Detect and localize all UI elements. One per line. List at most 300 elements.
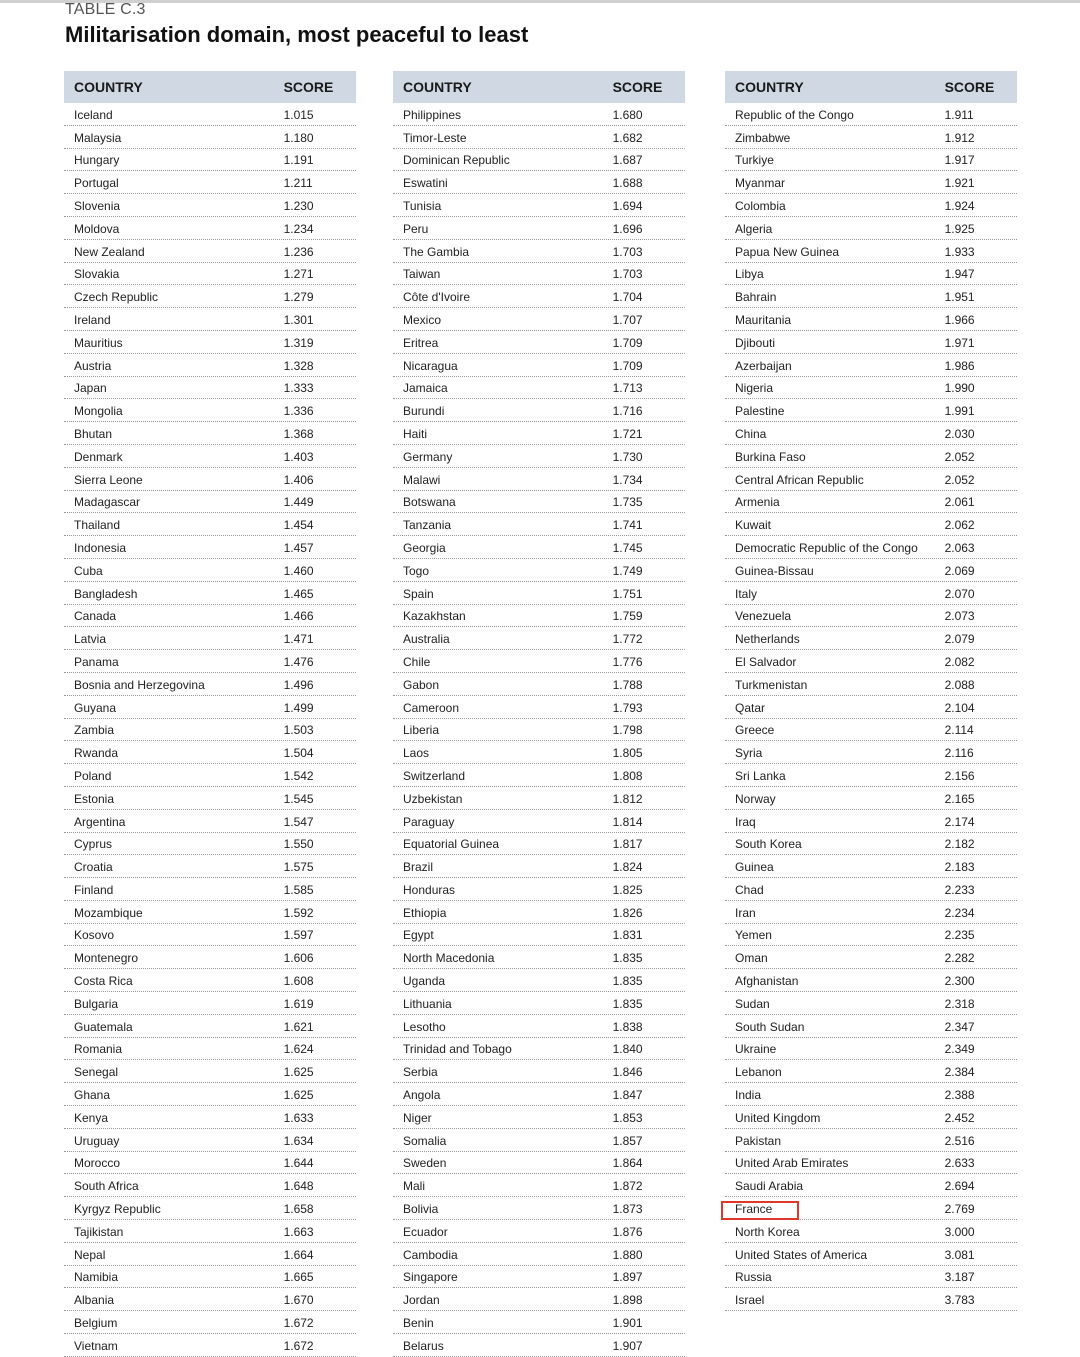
country-name: Kyrgyz Republic	[74, 1202, 161, 1217]
country-name: Qatar	[735, 700, 766, 715]
table-row	[725, 696, 1017, 719]
country-name: Mauritius	[74, 335, 123, 350]
country-name: Indonesia	[74, 540, 127, 555]
country-name: Mozambique	[74, 905, 143, 920]
score-value: 1.759	[612, 609, 643, 624]
country-name: United States of America	[735, 1247, 868, 1262]
table-row	[725, 1015, 1017, 1038]
table-row	[64, 946, 356, 969]
score-value: 2.030	[944, 426, 975, 441]
score-value: 1.901	[612, 1316, 643, 1331]
table-row	[725, 1106, 1017, 1129]
score-value: 1.808	[612, 768, 643, 783]
table-rows	[393, 103, 685, 1357]
country-name: Malaysia	[74, 130, 122, 145]
table-row	[393, 1152, 685, 1175]
score-value: 1.831	[612, 928, 643, 943]
country-name: Brazil	[403, 860, 434, 875]
score-value: 1.333	[283, 381, 314, 396]
score-value: 2.349	[944, 1042, 975, 1057]
table-row	[393, 810, 685, 833]
column-header	[64, 71, 356, 103]
table-row	[393, 582, 685, 605]
score-value: 2.388	[944, 1088, 975, 1103]
score-value: 1.328	[283, 358, 314, 373]
table-row	[393, 764, 685, 787]
score-value: 2.694	[944, 1179, 975, 1194]
score-value: 1.545	[283, 791, 314, 806]
top-rule	[0, 0, 1080, 3]
table-row	[393, 1220, 685, 1243]
country-name: Republic of the Congo	[735, 107, 854, 122]
table-row	[725, 1197, 1017, 1220]
country-name: Canada	[74, 609, 117, 624]
score-value: 2.452	[944, 1110, 975, 1125]
table-row	[725, 833, 1017, 856]
country-name: Norway	[735, 791, 776, 806]
score-value: 1.547	[283, 814, 314, 829]
country-name: Botswana	[403, 495, 456, 510]
table-row	[64, 103, 356, 126]
score-value: 1.319	[283, 335, 314, 350]
score-value: 1.694	[612, 198, 643, 213]
header-country: COUNTRY	[74, 79, 143, 95]
country-name: Sweden	[403, 1156, 447, 1171]
country-name: Mongolia	[74, 404, 123, 419]
table-row	[64, 1129, 356, 1152]
table-row	[64, 1311, 356, 1334]
table-row	[393, 171, 685, 194]
country-name: Uganda	[403, 974, 446, 989]
score-value: 1.880	[612, 1247, 643, 1262]
table-row	[725, 1174, 1017, 1197]
country-name: Netherlands	[735, 632, 800, 647]
score-value: 1.825	[612, 882, 643, 897]
table-row	[64, 1015, 356, 1038]
score-value: 1.857	[612, 1133, 643, 1148]
score-value: 2.062	[944, 518, 975, 533]
table-row	[64, 559, 356, 582]
table-row	[725, 103, 1017, 126]
country-name: Panama	[74, 654, 119, 669]
country-name: Mexico	[403, 312, 442, 327]
table-row	[393, 833, 685, 856]
country-name: Central African Republic	[735, 472, 864, 487]
score-value: 1.575	[283, 860, 314, 875]
score-value: 2.182	[944, 837, 975, 852]
score-value: 1.670	[283, 1293, 314, 1308]
score-value: 2.061	[944, 495, 975, 510]
table-row	[393, 992, 685, 1015]
table-row	[64, 1197, 356, 1220]
header-country: COUNTRY	[735, 79, 804, 95]
score-value: 2.233	[944, 882, 975, 897]
score-value: 1.745	[612, 540, 643, 555]
country-name: Japan	[74, 381, 107, 396]
table-row	[725, 924, 1017, 947]
score-value: 1.499	[283, 700, 314, 715]
table-row	[64, 833, 356, 856]
score-value: 1.971	[944, 335, 975, 350]
country-name: Belarus	[403, 1338, 444, 1353]
table-row	[725, 559, 1017, 582]
table-row	[393, 285, 685, 308]
table-row	[725, 810, 1017, 833]
score-value: 1.664	[283, 1247, 314, 1262]
score-value: 1.805	[612, 746, 643, 761]
country-name: Namibia	[74, 1270, 119, 1285]
country-name: Chad	[735, 882, 764, 897]
score-value: 1.234	[283, 221, 314, 236]
table-row	[393, 719, 685, 742]
table-row	[393, 855, 685, 878]
score-value: 2.069	[944, 563, 975, 578]
table-row	[64, 263, 356, 286]
table-row	[393, 331, 685, 354]
country-name: Azerbaijan	[735, 358, 792, 373]
table-row	[393, 149, 685, 172]
score-value: 1.644	[283, 1156, 314, 1171]
table-row	[64, 992, 356, 1015]
score-value: 2.088	[944, 677, 975, 692]
table-row	[64, 491, 356, 514]
table-row	[64, 787, 356, 810]
country-name: Cameroon	[403, 700, 460, 715]
country-name: Paraguay	[403, 814, 455, 829]
table-row	[64, 1060, 356, 1083]
table-row	[725, 627, 1017, 650]
table-row	[64, 969, 356, 992]
table-row	[64, 696, 356, 719]
score-value: 1.793	[612, 700, 643, 715]
score-value: 1.716	[612, 404, 643, 419]
score-value: 1.730	[612, 449, 643, 464]
table-row	[64, 1038, 356, 1061]
country-name: China	[735, 426, 767, 441]
table-row	[393, 627, 685, 650]
score-value: 1.840	[612, 1042, 643, 1057]
country-name: Iceland	[74, 107, 113, 122]
score-value: 1.336	[283, 404, 314, 419]
score-value: 1.812	[612, 791, 643, 806]
table-row	[393, 969, 685, 992]
score-value: 1.236	[283, 244, 314, 259]
country-name: Romania	[74, 1042, 123, 1057]
country-name: India	[735, 1088, 762, 1103]
table-row	[725, 149, 1017, 172]
country-name: Mauritania	[735, 312, 792, 327]
score-value: 1.814	[612, 814, 643, 829]
table-row	[64, 240, 356, 263]
score-value: 1.634	[283, 1133, 314, 1148]
country-name: Honduras	[403, 882, 456, 897]
table-rows	[64, 103, 356, 1357]
country-name: Bosnia and Herzegovina	[74, 677, 205, 692]
score-value: 3.783	[944, 1293, 975, 1308]
table-row	[725, 377, 1017, 400]
table-row	[393, 399, 685, 422]
country-name: Cuba	[74, 563, 103, 578]
country-name: Switzerland	[403, 768, 466, 783]
country-name: Nigeria	[735, 381, 774, 396]
score-value: 2.165	[944, 791, 975, 806]
table-row	[64, 194, 356, 217]
score-value: 1.924	[944, 198, 975, 213]
column-header	[393, 71, 685, 103]
country-name: Iran	[735, 905, 756, 920]
score-value: 1.542	[283, 768, 314, 783]
country-name: Sudan	[735, 996, 770, 1011]
score-value: 1.921	[944, 176, 975, 191]
score-value: 1.619	[283, 996, 314, 1011]
country-name: Jamaica	[403, 381, 448, 396]
score-value: 2.300	[944, 974, 975, 989]
table-row	[725, 1266, 1017, 1289]
table-row	[64, 878, 356, 901]
table-row	[725, 217, 1017, 240]
score-value: 1.608	[283, 974, 314, 989]
score-value: 1.015	[283, 107, 314, 122]
table-row	[393, 308, 685, 331]
table-row	[393, 924, 685, 947]
score-value: 1.824	[612, 860, 643, 875]
table-row	[393, 491, 685, 514]
score-value: 1.585	[283, 882, 314, 897]
country-name: Malawi	[403, 472, 441, 487]
score-value: 1.597	[283, 928, 314, 943]
table-row	[64, 924, 356, 947]
score-value: 2.082	[944, 654, 975, 669]
country-name: Haiti	[403, 426, 428, 441]
table-row	[393, 240, 685, 263]
score-value: 2.070	[944, 586, 975, 601]
score-value: 1.687	[612, 153, 643, 168]
country-name: Bolivia	[403, 1202, 439, 1217]
table-row	[64, 764, 356, 787]
country-name: Sri Lanka	[735, 768, 786, 783]
score-value: 1.772	[612, 632, 643, 647]
score-value: 1.872	[612, 1179, 643, 1194]
table-row	[393, 559, 685, 582]
score-value: 1.230	[283, 198, 314, 213]
country-name: Kuwait	[735, 518, 772, 533]
country-name: Australia	[403, 632, 450, 647]
table-row	[64, 1266, 356, 1289]
score-value: 1.301	[283, 312, 314, 327]
table-row	[393, 673, 685, 696]
score-value: 1.211	[283, 176, 313, 191]
table-row	[64, 126, 356, 149]
country-name: Georgia	[403, 540, 446, 555]
country-name: Czech Republic	[74, 290, 159, 305]
score-value: 1.735	[612, 495, 643, 510]
table-row	[725, 741, 1017, 764]
table-row	[393, 1038, 685, 1061]
country-name: Niger	[403, 1110, 432, 1125]
score-value: 1.680	[612, 107, 643, 122]
score-value: 1.947	[944, 267, 975, 282]
table-row	[725, 536, 1017, 559]
score-value: 1.279	[283, 290, 314, 305]
score-value: 2.114	[944, 723, 974, 738]
table-row	[725, 1038, 1017, 1061]
table-row	[393, 741, 685, 764]
score-value: 1.625	[283, 1088, 314, 1103]
table-row	[64, 1152, 356, 1175]
table-row	[725, 787, 1017, 810]
table-row	[725, 331, 1017, 354]
score-value: 1.990	[944, 381, 975, 396]
score-value: 2.174	[944, 814, 975, 829]
score-value: 1.933	[944, 244, 975, 259]
score-value: 3.081	[944, 1247, 975, 1262]
score-value: 1.798	[612, 723, 643, 738]
country-name: Zimbabwe	[735, 130, 791, 145]
country-name: Colombia	[735, 198, 786, 213]
country-name: Nicaragua	[403, 358, 458, 373]
table-row	[725, 1129, 1017, 1152]
table-row	[393, 946, 685, 969]
score-value: 1.707	[612, 312, 643, 327]
score-value: 1.749	[612, 563, 643, 578]
country-name: El Salvador	[735, 654, 797, 669]
score-value: 1.911	[944, 107, 974, 122]
score-value: 1.665	[283, 1270, 314, 1285]
country-name: Vietnam	[74, 1338, 118, 1353]
country-name: Lithuania	[403, 996, 452, 1011]
score-value: 1.835	[612, 974, 643, 989]
table-row	[725, 194, 1017, 217]
table-row	[64, 377, 356, 400]
score-value: 1.496	[283, 677, 314, 692]
country-name: Austria	[74, 358, 112, 373]
table-column-1	[64, 71, 356, 1357]
score-value: 1.838	[612, 1019, 643, 1034]
table-row	[64, 1288, 356, 1311]
score-value: 1.663	[283, 1224, 314, 1239]
table-row	[64, 354, 356, 377]
country-name: Slovenia	[74, 198, 121, 213]
page-title: Militarisation domain, most peaceful to least	[65, 22, 529, 47]
table-row	[393, 354, 685, 377]
table-row	[64, 217, 356, 240]
country-name: Afghanistan	[735, 974, 799, 989]
score-value: 1.847	[612, 1088, 643, 1103]
score-value: 1.457	[283, 540, 314, 555]
score-value: 1.704	[612, 290, 643, 305]
score-value: 1.846	[612, 1065, 643, 1080]
country-name: Eswatini	[403, 176, 448, 191]
score-value: 3.000	[944, 1224, 975, 1239]
table-row	[725, 764, 1017, 787]
table-row	[393, 1174, 685, 1197]
table-row	[725, 422, 1017, 445]
country-name: Belgium	[74, 1316, 118, 1331]
country-name: Cambodia	[403, 1247, 458, 1262]
country-name: Turkmenistan	[735, 677, 808, 692]
country-name: Yemen	[735, 928, 772, 943]
score-value: 1.826	[612, 905, 643, 920]
country-name: South Korea	[735, 837, 802, 852]
table-row	[393, 422, 685, 445]
score-value: 1.709	[612, 335, 643, 350]
score-value: 1.788	[612, 677, 643, 692]
country-name: Tanzania	[403, 518, 452, 533]
country-name: Bhutan	[74, 426, 113, 441]
score-value: 1.672	[283, 1316, 314, 1331]
country-name: The Gambia	[403, 244, 470, 259]
table-row	[725, 719, 1017, 742]
score-value: 1.817	[612, 837, 643, 852]
table-row	[725, 1060, 1017, 1083]
country-name: Costa Rica	[74, 974, 133, 989]
table-row	[725, 171, 1017, 194]
country-name: Papua New Guinea	[735, 244, 840, 259]
table-row	[393, 1334, 685, 1357]
country-name: Turkiye	[735, 153, 774, 168]
country-name: Egypt	[403, 928, 434, 943]
table-row	[64, 171, 356, 194]
table-row	[725, 946, 1017, 969]
score-value: 1.873	[612, 1202, 643, 1217]
score-value: 1.751	[612, 586, 643, 601]
table-row	[64, 422, 356, 445]
table-label: TABLE C.3	[65, 1, 146, 18]
score-value: 1.925	[944, 221, 975, 236]
score-value: 1.621	[283, 1019, 314, 1034]
country-name: Estonia	[74, 791, 115, 806]
country-name: Burundi	[403, 404, 445, 419]
table-row	[725, 468, 1017, 491]
table-row	[725, 878, 1017, 901]
country-name: Jordan	[403, 1293, 440, 1308]
country-name: Bahrain	[735, 290, 777, 305]
table-row	[64, 627, 356, 650]
score-value: 1.633	[283, 1110, 314, 1125]
score-value: 1.476	[283, 654, 314, 669]
score-value: 1.734	[612, 472, 643, 487]
table-row	[64, 719, 356, 742]
table-row	[64, 1220, 356, 1243]
country-name: Ecuador	[403, 1224, 448, 1239]
table-row	[725, 582, 1017, 605]
score-value: 1.721	[612, 426, 643, 441]
country-name: Chile	[403, 654, 431, 669]
score-value: 1.403	[283, 449, 314, 464]
country-name: Uruguay	[74, 1133, 120, 1148]
table-row	[725, 1243, 1017, 1266]
score-value: 1.835	[612, 951, 643, 966]
country-name: Moldova	[74, 221, 120, 236]
country-name: Bulgaria	[74, 996, 119, 1011]
country-name: Guinea-Bissau	[735, 563, 814, 578]
score-value: 1.776	[612, 654, 643, 669]
table-row	[393, 1288, 685, 1311]
score-value: 1.864	[612, 1156, 643, 1171]
table-row	[64, 582, 356, 605]
score-value: 1.672	[283, 1338, 314, 1353]
score-value: 1.703	[612, 244, 643, 259]
table-row	[393, 1015, 685, 1038]
table-row	[725, 1083, 1017, 1106]
score-value: 1.471	[283, 632, 314, 647]
table-row	[393, 445, 685, 468]
score-value: 2.052	[944, 449, 975, 464]
country-name: Finland	[74, 882, 114, 897]
country-name: Ukraine	[735, 1042, 777, 1057]
score-value: 1.917	[944, 153, 975, 168]
country-name: Kenya	[74, 1110, 109, 1125]
